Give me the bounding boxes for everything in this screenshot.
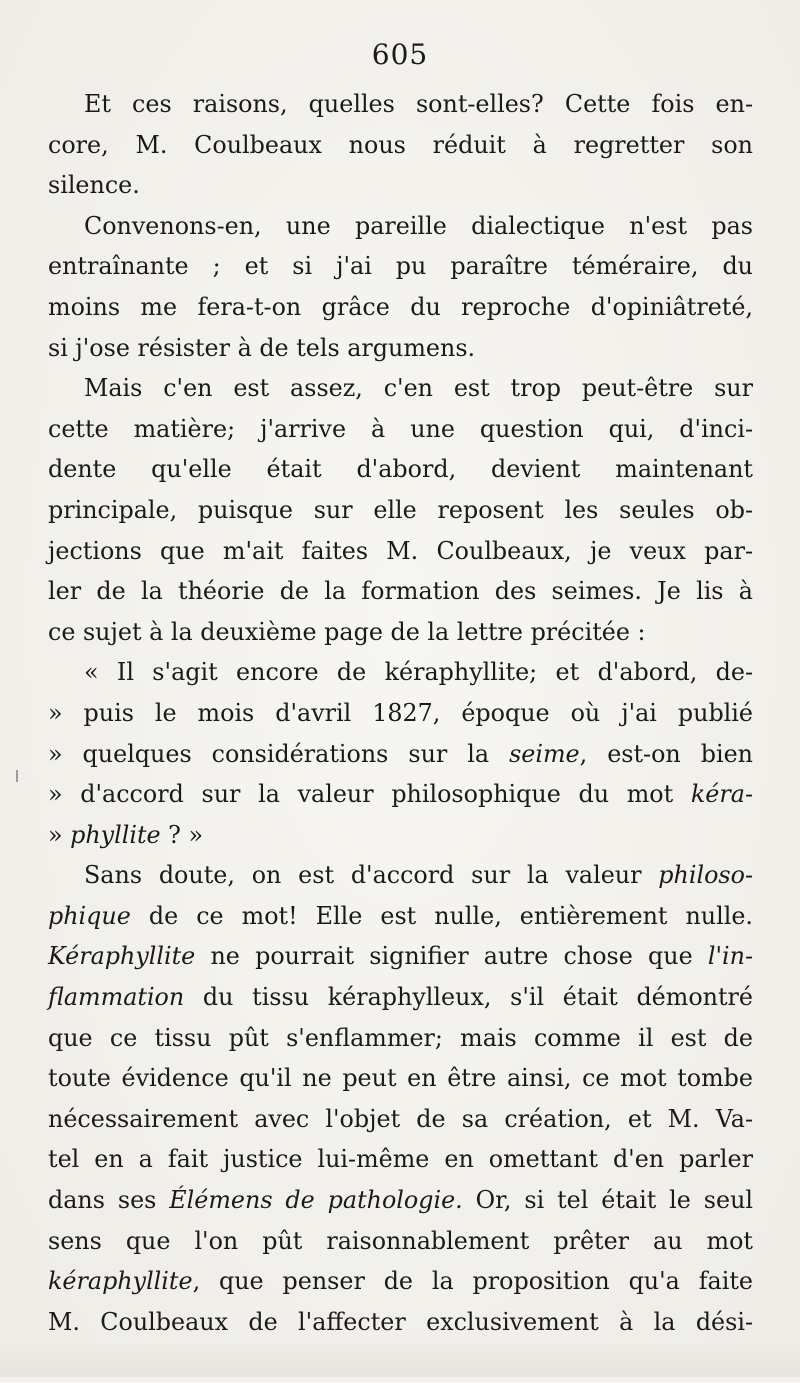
text-segment: ne pourrait signifier autre chose que <box>195 942 708 971</box>
text-segment: Convenons-en, une pareille dialectique n'est pas <box>84 211 753 240</box>
text-line <box>48 1261 753 1302</box>
text-segment: moins me fera-t-on grâce du reproche d'opiniâtreté, <box>48 292 753 321</box>
text-segment: silence. <box>48 171 140 200</box>
text-segment: tel en a fait justice lui-même en omettant d'en parler <box>48 1145 753 1174</box>
text-segment: » <box>48 820 71 849</box>
text-line <box>48 1139 753 1180</box>
italic-segment: Élémens de pathologie. <box>169 1186 463 1215</box>
text-segment: ce sujet à la deuxième page de la lettre précitée : <box>48 617 646 646</box>
text-segment: » quelques considérations sur la <box>48 739 510 768</box>
text-line <box>48 571 753 612</box>
text-segment: sens que l'on pût raisonnablement prêter au mot <box>48 1226 753 1255</box>
text-segment: « Il s'agit encore de kéraphyllite; et d'abord, de- <box>84 658 753 687</box>
text-segment: si j'ose résister à de tels argumens. <box>48 333 476 362</box>
italic-segment: seime <box>509 739 580 768</box>
text-line <box>48 977 753 1018</box>
text-line <box>48 652 753 693</box>
page-number: 605 <box>371 38 429 71</box>
text-segment: Et ces raisons, quelles sont-elles? Cette fois en- <box>84 90 753 118</box>
italic-segment: Kéraphyllite <box>48 942 196 971</box>
text-segment: que ce tissu pût s'enflammer; mais comme il est de <box>48 1023 753 1052</box>
text-segment: jections que m'ait faites M. Coulbeaux, je veux par- <box>48 536 753 565</box>
italic-segment: kéra- <box>690 780 753 809</box>
text-segment: du tissu kéraphylleux, s'il était démontré <box>184 983 753 1012</box>
italic-segment: phyllite <box>70 820 161 849</box>
text-segment: , que penser de la proposition qu'a faite <box>192 1267 753 1296</box>
text-segment: dans ses <box>48 1186 170 1215</box>
text-segment: Sans doute, on est d'accord sur la valeur <box>84 861 659 890</box>
italic-segment: l'in- <box>707 942 753 971</box>
text-line <box>48 896 753 937</box>
text-line <box>48 1180 753 1221</box>
text-line <box>48 1058 753 1099</box>
text-line <box>48 936 753 977</box>
page-bottom-edge <box>0 1344 800 1377</box>
text-line <box>48 84 753 125</box>
text-line <box>48 206 753 247</box>
text-segment: ? » <box>160 820 204 849</box>
text-line <box>48 774 753 815</box>
text-line <box>48 287 753 328</box>
text-segment: » puis le mois d'avril 1827, époque où j'ai publié <box>48 698 753 727</box>
text-segment: nécessairement avec l'objet de sa création, et M. Va- <box>48 1104 753 1133</box>
text-line <box>48 1302 753 1343</box>
text-line <box>48 1221 753 1262</box>
text-line <box>48 612 753 653</box>
text-line <box>48 409 753 450</box>
italic-segment: philoso- <box>658 861 753 890</box>
text-line <box>48 368 753 409</box>
text-segment: entraînante ; et si j'ai pu paraître téméraire, du <box>48 252 753 281</box>
text-line <box>48 1099 753 1140</box>
text-line <box>48 531 753 572</box>
text-segment: M. Coulbeaux de l'affecter exclusivement à la dési- <box>48 1307 753 1336</box>
text-segment: core, M. Coulbeaux nous réduit à regretter son <box>48 130 753 159</box>
text-segment: Mais c'en est assez, c'en est trop peut-être sur <box>84 374 753 403</box>
text-line <box>48 328 753 369</box>
text-segment: dente qu'elle était d'abord, devient maintenant <box>48 455 753 484</box>
margin-mark <box>16 770 18 782</box>
italic-segment: phique <box>48 901 131 930</box>
text-segment: principale, puisque sur elle reposent les seules ob- <box>48 495 753 524</box>
text-line <box>48 855 753 896</box>
text-segment: de ce mot! Elle est nulle, entièrement nulle. <box>130 901 753 930</box>
text-segment: » d'accord sur la valeur philosophique du mot <box>48 780 691 809</box>
text-segment: ler de la théorie de la formation des seimes. Je lis à <box>48 577 753 606</box>
text-segment: Or, si tel était le seul <box>462 1186 754 1215</box>
italic-segment: kéraphyllite <box>48 1267 193 1296</box>
text-segment: toute évidence qu'il ne peut en être ainsi, ce mot tombe <box>48 1064 753 1093</box>
text-line <box>48 815 753 856</box>
text-line <box>48 693 753 734</box>
italic-segment: flammation <box>48 983 185 1012</box>
text-segment: , est-on bien <box>579 739 753 768</box>
text-line <box>48 734 753 775</box>
body-text <box>48 84 753 1383</box>
text-line <box>48 490 753 531</box>
text-segment: cette matière; j'arrive à une question qui, d'inci- <box>48 414 753 443</box>
text-line <box>48 125 753 166</box>
text-line <box>48 165 753 206</box>
text-line <box>48 449 753 490</box>
text-line <box>48 246 753 287</box>
text-line <box>48 1018 753 1059</box>
